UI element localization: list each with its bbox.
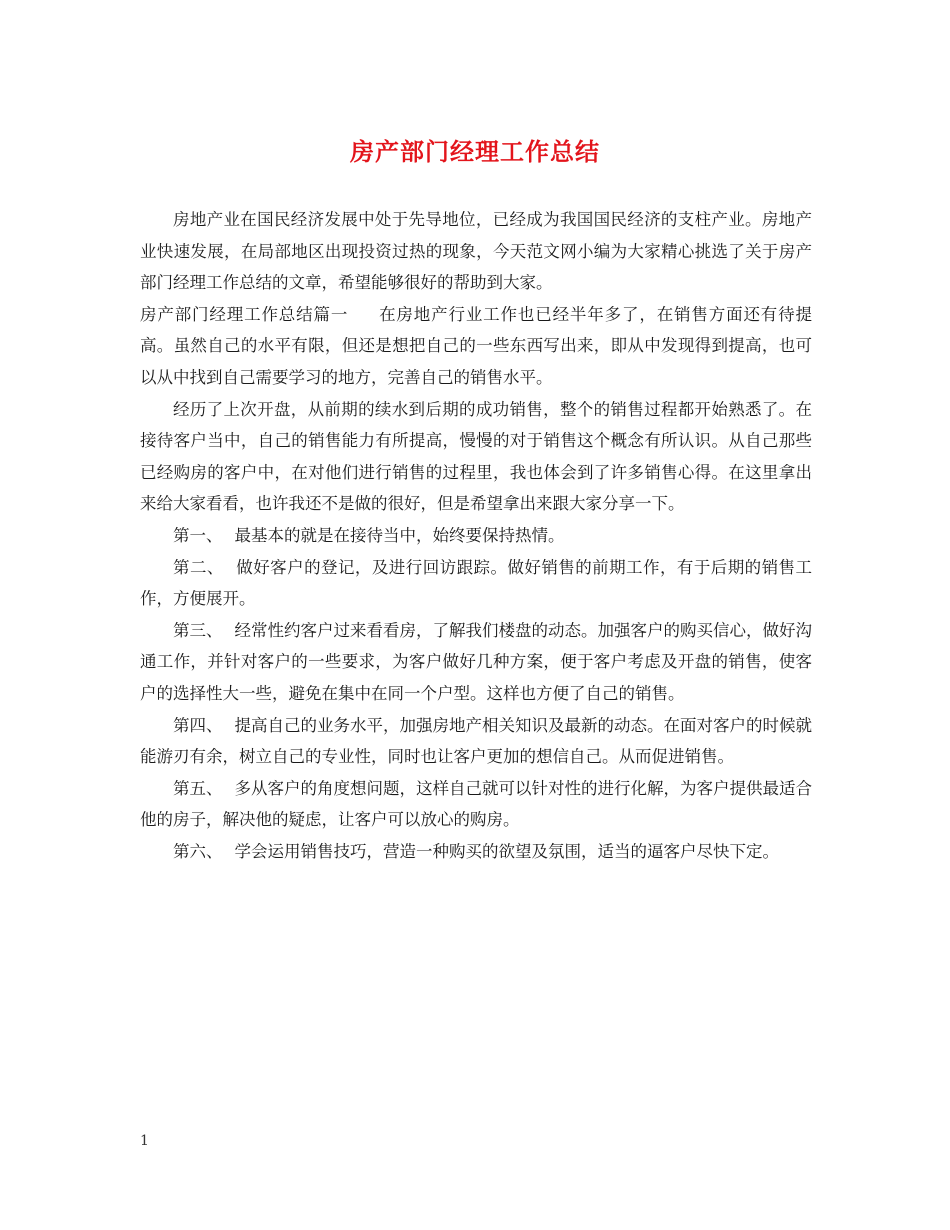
section-paragraph [140, 299, 812, 394]
item-label: 第六、 [173, 841, 223, 861]
list-item [140, 615, 812, 710]
experience-paragraph: 经历了上次开盘，从前期的续水到后期的成功销售，整个的销售过程都开始熟悉了。在接待客户当中，自己的销售能力有所提高，慢慢的对于销售这个概念有所认识。从自己那些已经购房的客户中，在对他们进行销售的过程里，我也体会到了许多销售心得。在这里拿出来给大家看看，也许我还不是做的很好，但是希望拿出来跟大家分享一下。 [140, 399, 812, 514]
list-item [140, 520, 812, 552]
document-body [140, 204, 812, 867]
item-text: 经常性约客户过来看看房，了解我们楼盘的动态。加强客户的购买信心，做好沟通工作，并针对客户的一些要求，为客户做好几种方案，便于客户考虑及开盘的销售，使客户的选择性大一些，避免在集中在同一个户型。这样也方便了自己的销售。 [140, 620, 812, 703]
section-heading: 房产部门经理工作总结篇一 [140, 304, 349, 324]
document-title: 房产部门经理工作总结 [350, 137, 600, 166]
item-label: 第三、 [173, 620, 223, 640]
list-item [140, 773, 812, 836]
item-label: 第二、 [173, 557, 224, 577]
item-text: 提高自己的业务水平，加强房地产相关知识及最新的动态。在面对客户的时候就能游刃有余，树立自己的专业性，同时也让客户更加的想信自己。从而促进销售。 [140, 715, 812, 767]
item-label: 第一、 [173, 525, 223, 545]
item-label: 第四、 [173, 715, 223, 735]
list-item [140, 710, 812, 773]
section-lead-text: 在房地产行业工作也已经半年多了，在销售方面还有待提高。虽然自己的水平有限，但还是想把自己的一些东西写出来，即从中发现得到提高，也可以从中找到自己需要学习的地方，完善自己的销售水平。 [140, 304, 813, 387]
list-item [140, 552, 812, 615]
item-label: 第五、 [173, 778, 223, 798]
item-text: 做好客户的登记，及进行回访跟踪。做好销售的前期工作，有于后期的销售工作，方便展开。 [140, 557, 813, 609]
item-text: 学会运用销售技巧，营造一种购买的欲望及氛围，适当的逼客户尽快下定。 [234, 841, 779, 861]
page-number: 1 [140, 1133, 149, 1149]
item-text: 多从客户的角度想问题，这样自己就可以针对性的进行化解，为客户提供最适合他的房子，解决他的疑虑，让客户可以放心的购房。 [140, 778, 812, 830]
list-item [140, 836, 812, 868]
intro-paragraph: 房地产业在国民经济发展中处于先导地位，已经成为我国国民经济的支柱产业。房地产业快速发展，在局部地区出现投资过热的现象，今天范文网小编为大家精心挑选了关于房产部门经理工作总结的文章，希望能够很好的帮助到大家。 [140, 210, 812, 293]
item-text: 最基本的就是在接待当中，始终要保持热情。 [234, 525, 565, 545]
